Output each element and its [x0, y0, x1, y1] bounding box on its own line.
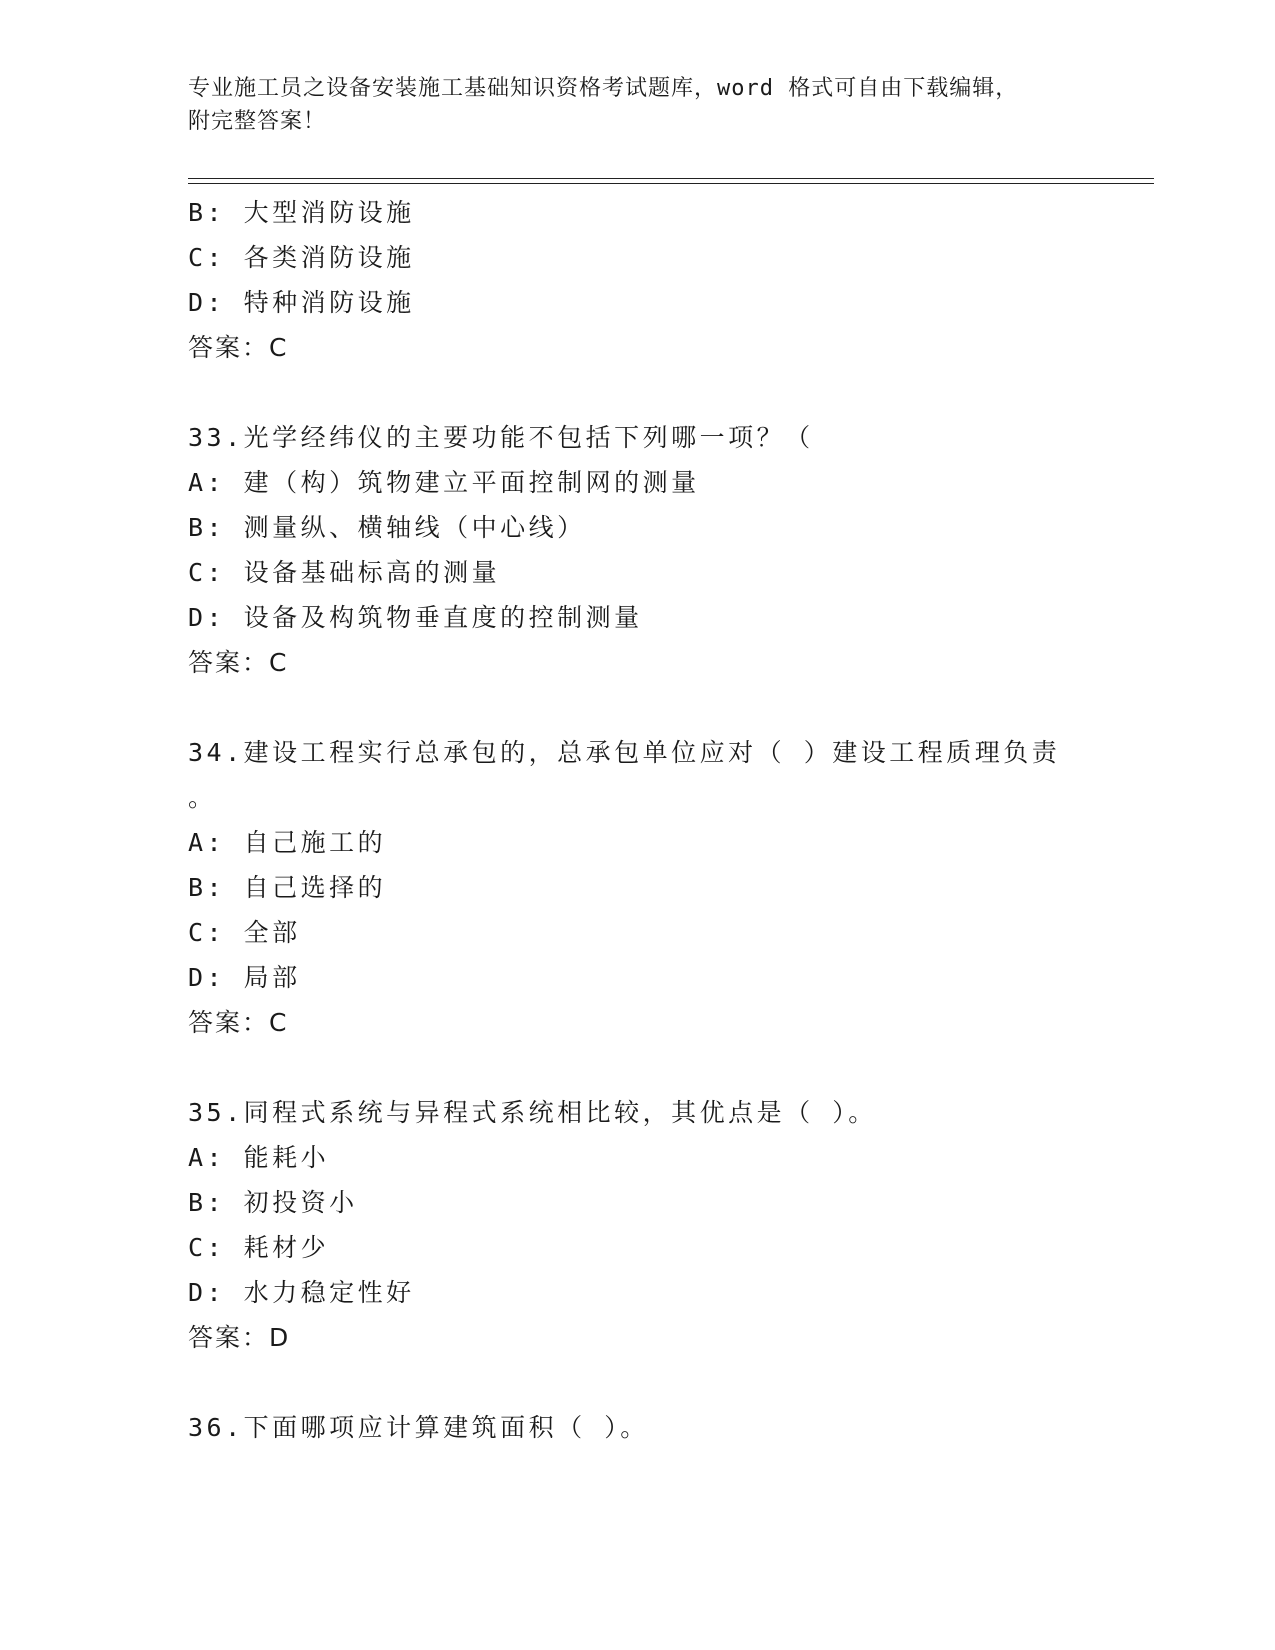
header-divider-bottom — [188, 183, 1154, 184]
header-line-2: 附完整答案！ — [188, 109, 327, 134]
q36-question: 36.下面哪项应计算建筑面积（ ）。 — [188, 1413, 649, 1442]
q32-option-c: C: 各类消防设施 — [188, 243, 415, 272]
q33-option-c: C: 设备基础标高的测量 — [188, 558, 501, 587]
q34-option-c: C: 全部 — [188, 918, 301, 947]
q35-option-b: B: 初投资小 — [188, 1188, 358, 1217]
q35-option-a: A: 能耗小 — [188, 1143, 330, 1172]
q34-answer: 答案：C — [188, 1008, 289, 1037]
q32-option-d: D: 特种消防设施 — [188, 288, 415, 317]
q34-question: 34.建设工程实行总承包的，总承包单位应对（ ）建设工程质理负责 — [188, 738, 1061, 767]
q32-answer: 答案：C — [188, 333, 289, 362]
q34-option-a: A: 自己施工的 — [188, 828, 387, 857]
q34-option-b: B: 自己选择的 — [188, 873, 387, 902]
q32-option-b: B: 大型消防设施 — [188, 198, 415, 227]
header-line-1: 专业施工员之设备安装施工基础知识资格考试题库，word 格式可自由下载编辑， — [188, 76, 1019, 101]
q34-question-continuation: 。 — [188, 783, 217, 812]
q33-option-a: A: 建（构）筑物建立平面控制网的测量 — [188, 468, 700, 497]
q34-option-d: D: 局部 — [188, 963, 301, 992]
q35-option-c: C: 耗材少 — [188, 1233, 330, 1262]
q35-question: 35.同程式系统与异程式系统相比较，其优点是（ ）。 — [188, 1098, 877, 1127]
q35-option-d: D: 水力稳定性好 — [188, 1278, 415, 1307]
document-header — [188, 72, 1088, 138]
q33-answer: 答案：C — [188, 648, 289, 677]
header-divider-top — [188, 178, 1154, 179]
q33-question: 33.光学经纬仪的主要功能不包括下列哪一项？（ — [188, 423, 814, 452]
q35-answer: 答案：D — [188, 1323, 291, 1352]
q33-option-d: D: 设备及构筑物垂直度的控制测量 — [188, 603, 643, 632]
q33-option-b: B: 测量纵、横轴线（中心线） — [188, 513, 586, 542]
